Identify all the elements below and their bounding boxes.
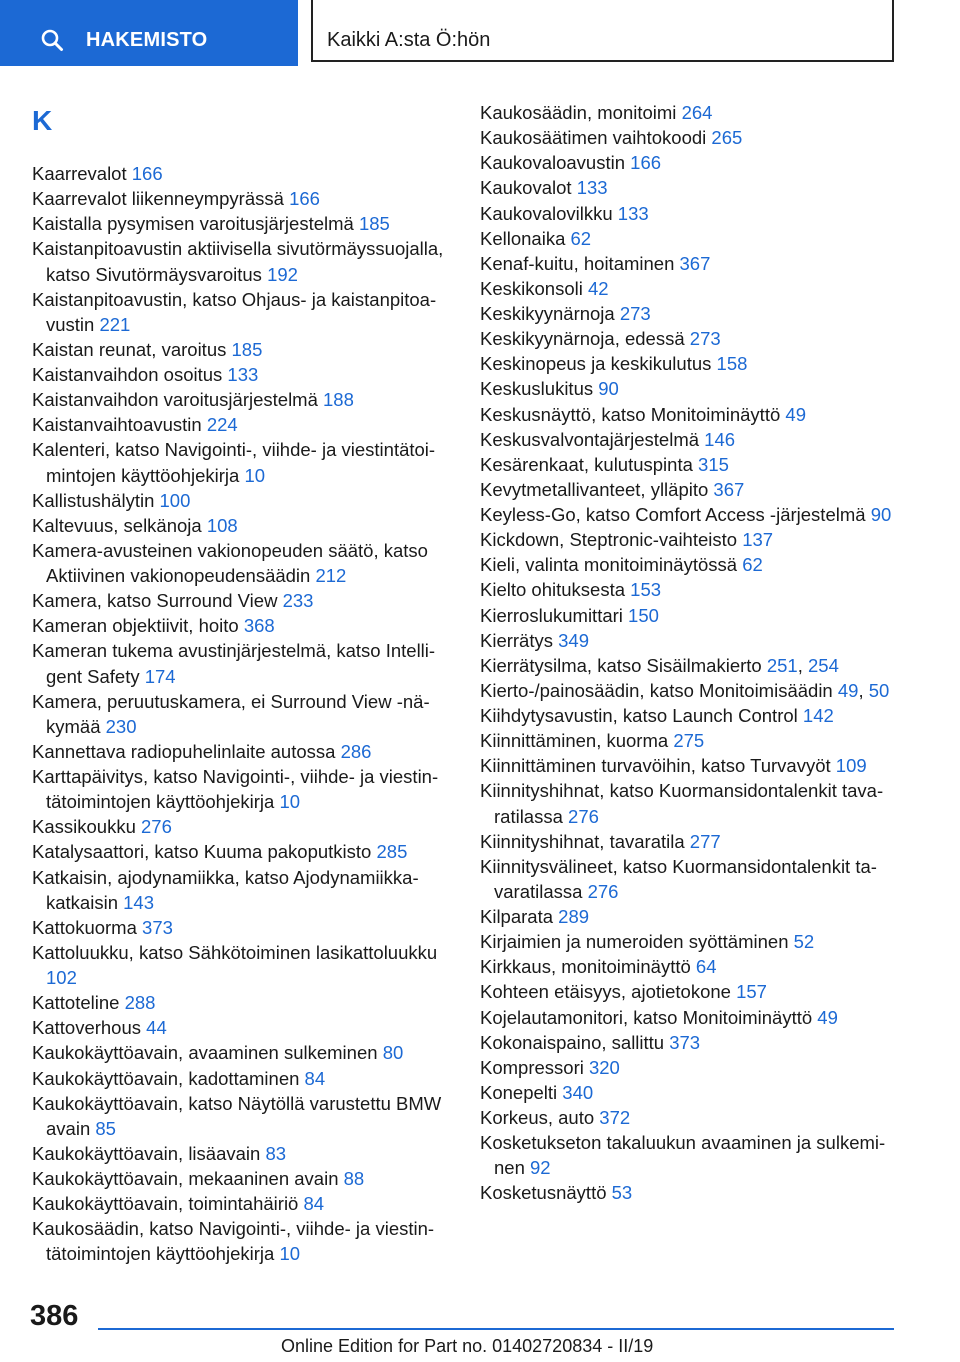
page-link[interactable]: 174: [144, 665, 176, 687]
page-link[interactable]: 88: [343, 1168, 365, 1189]
index-term: Kaukovalot: [480, 177, 572, 199]
index-entry: [480, 125, 900, 150]
index-entry: [32, 362, 452, 387]
index-term: Keskuslukitus: [480, 378, 594, 400]
index-term: Kannettava radiopuhelinlaite autossa: [32, 740, 336, 762]
index-term: Kaukokäyttöavain, avaaminen sulkeminen: [32, 1042, 378, 1064]
index-term: Kirjaimien ja numeroiden syöttäminen: [480, 931, 789, 953]
index-term: Kaistan reunat, varoitus: [32, 338, 227, 360]
index-term: Keskinopeus ja keskikulutus: [480, 353, 712, 375]
index-entry: [32, 1216, 452, 1266]
index-entry: [32, 161, 452, 186]
index-entry: [480, 175, 900, 200]
index-entry: [480, 753, 900, 778]
index-tab-label: HAKEMISTO: [86, 29, 208, 51]
index-entry: [32, 387, 452, 412]
index-entry: [32, 689, 452, 739]
index-entry: [32, 990, 452, 1015]
index-term: Kaukokäyttöavain, lisäavain: [32, 1142, 261, 1164]
index-entry: [32, 638, 452, 688]
index-entry: [480, 1080, 900, 1105]
index-term: Kiinnityshihnat, katso Kuormansidontalenkit tavaratilassa: [480, 780, 884, 827]
index-entry: [480, 452, 900, 477]
index-term: Kiihdytysavustin, katso Launch Control: [480, 705, 798, 726]
index-entry: [480, 728, 900, 753]
page-link[interactable]: 150: [628, 604, 659, 626]
page-link[interactable]: 92: [530, 1157, 551, 1179]
index-term: Kassikoukku: [32, 816, 136, 838]
index-term: Kameran tukema avustinjärjestelmä, katso Intelligent Safety: [32, 640, 436, 687]
index-term: Kellonaika: [480, 227, 566, 249]
page-link[interactable]: 52: [793, 931, 815, 953]
index-term: Keskusvalvontajärjestelmä: [480, 428, 700, 450]
index-term: Kohteen etäisyys, ajotietokone: [480, 981, 731, 1003]
index-term: Kaukovalovilkku: [480, 202, 613, 224]
section-letter: K: [32, 105, 53, 136]
page-link[interactable]: 108: [206, 514, 238, 536]
page-link[interactable]: 49: [837, 679, 859, 701]
index-term: Kiinnitysvälineet, katso Kuormansidontalenkit tavaratilassa: [480, 855, 877, 902]
page-link[interactable]: 212: [315, 565, 347, 586]
index-term: Kielto ohituksesta: [480, 579, 626, 601]
index-term: Kaukosäädin, monitoimi: [480, 102, 677, 123]
index-entry: [32, 1066, 452, 1091]
page-link[interactable]: 349: [558, 629, 590, 651]
index-entry: [480, 527, 900, 552]
index-term: Kiinnittäminen turvavöihin, katso Turvavyöt: [480, 755, 831, 777]
page-link[interactable]: 320: [588, 1056, 620, 1078]
page-link[interactable]: 64: [695, 956, 717, 978]
index-term: Kierto-/painosäädin, katso Monitoimisäädin: [480, 679, 833, 701]
index-term: Kierrätysilma, katso Sisäilmakierto: [480, 654, 762, 676]
index-term: Kieli, valinta monitoiminäytössä: [480, 554, 738, 576]
index-entry: [480, 628, 900, 653]
index-entry: [480, 854, 900, 904]
index-term: Kamera, peruutuskamera, ei Surround View -näkymää: [32, 690, 430, 737]
index-term: Kaukokäyttöavain, mekaaninen avain: [32, 1168, 339, 1189]
index-term: Kiinnityshihnat, tavaratila: [480, 830, 685, 852]
index-entry: [32, 588, 452, 613]
breadcrumb[interactable]: [311, 0, 894, 62]
index-entry: [32, 839, 452, 864]
page-link[interactable]: 50: [868, 679, 890, 701]
index-entry: [480, 552, 900, 577]
page-link[interactable]: 315: [698, 453, 729, 475]
index-term: Kojelautamonitori, katso Monitoiminäyttö: [480, 1006, 813, 1028]
index-entry: [480, 251, 900, 276]
index-entry: [32, 1091, 452, 1141]
index-tab[interactable]: [0, 0, 298, 66]
page-link[interactable]: 143: [123, 891, 154, 913]
page-link[interactable]: 373: [142, 916, 173, 938]
page-link[interactable]: 273: [689, 328, 721, 350]
page-link[interactable]: 166: [630, 152, 662, 174]
page-link[interactable]: 367: [679, 252, 711, 274]
index-entry: [480, 954, 900, 979]
index-entry: Kierto-/painosäädin, katso Monitoimisäädin 49, 50: [480, 679, 890, 701]
page-link[interactable]: 10: [279, 1243, 301, 1265]
page-link[interactable]: 285: [376, 841, 408, 863]
index-term: Kalenteri, katso Navigointi-, viihde- ja viestintätoimintojen käyttöohjekirja: [32, 439, 436, 486]
index-entry: [480, 778, 900, 828]
page-link[interactable]: 133: [576, 177, 608, 199]
page-link[interactable]: 185: [358, 213, 390, 235]
page-link[interactable]: 102: [46, 967, 77, 988]
index-term: Kokonaispaino, sallittu: [480, 1031, 665, 1053]
index-term: Kickdown, Steptronic-vaihteisto: [480, 529, 738, 551]
index-entry: [480, 1030, 900, 1055]
index-term: Kiinnittäminen, kuorma: [480, 730, 669, 752]
index-term: Keskusnäyttö, katso Monitoiminäyttö: [480, 403, 781, 425]
page-link[interactable]: 233: [282, 590, 314, 612]
page-link[interactable]: 185: [231, 338, 263, 360]
page-link[interactable]: 368: [243, 615, 275, 637]
page-link[interactable]: 146: [704, 428, 736, 450]
page-link[interactable]: 90: [598, 378, 619, 400]
page-link[interactable]: 286: [340, 740, 372, 762]
page-link[interactable]: 276: [141, 816, 172, 838]
page-link[interactable]: 372: [599, 1107, 631, 1128]
page-link[interactable]: 275: [673, 730, 705, 752]
page-link[interactable]: 277: [689, 830, 721, 852]
index-entry: [480, 100, 900, 125]
index-term: Kamera-avusteinen vakionopeuden säätö, katso Aktiivinen vakionopeudensäädin: [32, 539, 428, 586]
footer-divider: [98, 1328, 894, 1330]
search-icon: [40, 28, 64, 52]
index-entry: [32, 211, 452, 236]
page-link[interactable]: 62: [570, 227, 592, 249]
index-term: Kattoteline: [32, 992, 120, 1014]
index-entry: [32, 915, 452, 940]
index-term: Kirkkaus, monitoiminäyttö: [480, 956, 691, 978]
index-term: Kaukokäyttöavain, kadottaminen: [32, 1067, 300, 1089]
index-term: Kallistushälytin: [32, 489, 155, 511]
index-entry: [480, 1005, 900, 1030]
page-link[interactable]: 192: [267, 263, 298, 285]
index-term: Konepelti: [480, 1081, 558, 1103]
index-entry: [32, 1191, 452, 1216]
breadcrumb-label: Kaikki A:sta Ö:hön: [327, 29, 491, 51]
index-entry: [480, 1130, 900, 1180]
index-entry: [32, 412, 452, 437]
index-term: Kaukosäätimen vaihtokoodi: [480, 127, 707, 149]
page-link[interactable]: 367: [713, 478, 745, 500]
index-entry: Kierrätysilma, katso Sisäilmakierto 251, 254: [480, 654, 839, 676]
page-link[interactable]: 100: [159, 489, 191, 511]
index-term: Kaistanpitoavustin aktiivisella sivutörmäyssuojalla, katso Sivutörmäysvaroitus: [32, 238, 444, 285]
index-term: Keskikyynärnoja: [480, 303, 615, 324]
page-link[interactable]: 80: [382, 1042, 404, 1064]
page-link[interactable]: 224: [206, 414, 238, 436]
index-term: Kaarrevalot liikenneympyrässä: [32, 188, 284, 210]
page-link[interactable]: 62: [742, 554, 763, 576]
index-entry: [480, 979, 900, 1004]
index-term: Keskikonsoli: [480, 277, 583, 299]
index-entry: [480, 326, 900, 351]
page-link[interactable]: 254: [808, 654, 839, 676]
page-link[interactable]: 85: [95, 1117, 116, 1139]
index-term: Kilparata: [480, 906, 554, 927]
page-link[interactable]: 289: [558, 906, 590, 927]
page-link[interactable]: 83: [265, 1142, 287, 1164]
index-entry: [32, 613, 452, 638]
index-entry: [32, 739, 452, 764]
index-term: Karttapäivitys, katso Navigointi-, viihde- ja viestintätoimintojen käyttöohjekirja: [32, 766, 439, 813]
index-entry: [32, 538, 452, 588]
page-link[interactable]: 273: [619, 303, 651, 324]
page-link[interactable]: 251: [766, 654, 798, 676]
index-entry: [32, 186, 452, 211]
index-entry: [480, 603, 900, 628]
index-term: Kaarrevalot: [32, 163, 127, 184]
page-link[interactable]: 166: [131, 163, 163, 184]
page-link[interactable]: 44: [146, 1017, 167, 1039]
index-term: Katalysaattori, katso Kuuma pakoputkisto: [32, 841, 372, 863]
index-entry: [480, 402, 900, 427]
index-term: Kompressori: [480, 1056, 584, 1078]
index-term: Kattoverhous: [32, 1017, 142, 1039]
page-number: 386: [30, 1300, 79, 1332]
index-entry: [32, 940, 452, 990]
index-term: Kevytmetallivanteet, ylläpito: [480, 478, 709, 500]
page-link[interactable]: 142: [802, 705, 834, 726]
footer-edition-text: Online Edition for Part no. 01402720834 - II/19: [281, 1336, 654, 1356]
page-link[interactable]: 53: [611, 1182, 633, 1204]
index-entry: [480, 150, 900, 175]
index-entry: [480, 502, 900, 527]
page-link[interactable]: 158: [716, 353, 748, 375]
page-link[interactable]: 265: [711, 127, 743, 149]
index-entry: [32, 1040, 452, 1065]
index-term: Kierrätys: [480, 629, 553, 651]
index-entry: [32, 1166, 452, 1191]
index-entry: [480, 1180, 900, 1205]
index-term: Kaukosäädin, katso Navigointi-, viihde- ja viestintätoimintojen käyttöohjekirja: [32, 1218, 435, 1265]
index-entry: [32, 488, 452, 513]
page-link[interactable]: 373: [669, 1031, 701, 1053]
index-term: Kierroslukumittari: [480, 604, 623, 626]
index-term: Korkeus, auto: [480, 1107, 595, 1128]
index-entry: [32, 337, 452, 362]
index-entry: [32, 1141, 452, 1166]
page-link[interactable]: 137: [742, 529, 774, 551]
page-link[interactable]: 153: [630, 579, 662, 601]
index-term: Keskikyynärnoja, edessä: [480, 328, 685, 350]
index-term: Kaltevuus, selkänoja: [32, 514, 202, 536]
index-term: Kenaf-kuitu, hoitaminen: [480, 252, 675, 274]
index-term: Kameran objektiivit, hoito: [32, 615, 239, 637]
index-term: Kaukokäyttöavain, katso Näytöllä varustettu BMW avain: [32, 1092, 442, 1139]
page-link[interactable]: 10: [244, 464, 266, 486]
index-term: Kesärenkaat, kulutuspinta: [480, 453, 693, 475]
page-link[interactable]: 109: [835, 755, 867, 777]
index-entry: [32, 513, 452, 538]
index-entry: [480, 829, 900, 854]
index-entry: [32, 814, 452, 839]
page-header: [0, 0, 960, 66]
page-link[interactable]: 288: [124, 992, 156, 1014]
page-link[interactable]: 10: [279, 791, 301, 813]
page-link[interactable]: 188: [323, 389, 354, 411]
index-entry: [32, 236, 452, 286]
index-entry: [32, 764, 452, 814]
page-link[interactable]: 230: [105, 715, 137, 737]
index-term: Kaukokäyttöavain, toimintahäiriö: [32, 1193, 299, 1215]
index-term: Katkaisin, ajodynamiikka, katso Ajodynamiikkakatkaisin: [32, 866, 419, 913]
index-term: Kaistanvaihtoavustin: [32, 414, 202, 436]
page-link[interactable]: 276: [568, 805, 599, 827]
page-link[interactable]: 221: [99, 313, 131, 335]
page-link[interactable]: 49: [817, 1006, 838, 1028]
index-entry: [32, 287, 452, 337]
index-entry: [480, 477, 900, 502]
index-column-right: [480, 100, 900, 1206]
index-column-left: [32, 100, 452, 1267]
index-term: Kaistanvaihdon varoitusjärjestelmä: [32, 389, 318, 411]
page-link[interactable]: 276: [587, 880, 619, 902]
index-entry: [480, 201, 900, 226]
index-term: Kosketusnäyttö: [480, 1182, 607, 1204]
index-term: Kosketukseton takaluukun avaaminen ja sulkeminen: [480, 1132, 886, 1179]
index-term: Kattoluukku, katso Sähkötoiminen lasikattoluukku: [32, 941, 438, 963]
index-term: Kaistanpitoavustin, katso Ohjaus- ja kaistanpitoavustin: [32, 288, 437, 335]
page-link[interactable]: 84: [303, 1193, 325, 1215]
index-entry: [480, 276, 900, 301]
index-term: Kaistalla pysymisen varoitusjärjestelmä: [32, 213, 354, 235]
page-link[interactable]: 264: [681, 102, 713, 123]
page-link[interactable]: 340: [562, 1081, 594, 1103]
index-entry: [480, 226, 900, 251]
index-entry: [480, 703, 900, 728]
index-entry: [480, 301, 900, 326]
index-entry: [32, 865, 452, 915]
index-entry: [32, 437, 452, 487]
index-term: Keyless-Go, katso Comfort Access -järjestelmä: [480, 504, 866, 525]
index-entry: [32, 1015, 452, 1040]
page-link[interactable]: 133: [227, 364, 259, 385]
page-link[interactable]: 133: [617, 202, 649, 224]
page-link[interactable]: 84: [304, 1067, 326, 1089]
index-term: Kamera, katso Surround View: [32, 590, 278, 612]
index-entry: [480, 929, 900, 954]
index-entry: [480, 1055, 900, 1080]
index-term: Kaukovaloavustin: [480, 152, 626, 174]
index-entry: [480, 427, 900, 452]
index-entry: [480, 351, 900, 376]
index-entry: [480, 1105, 900, 1130]
page-link[interactable]: 157: [736, 981, 767, 1003]
index-term: Kaistanvaihdon osoitus: [32, 364, 223, 385]
page-link[interactable]: 90: [870, 504, 892, 525]
page-link[interactable]: 42: [587, 277, 609, 299]
page-link[interactable]: 166: [289, 188, 320, 210]
page-link[interactable]: 49: [785, 403, 806, 425]
index-entry: [480, 577, 900, 602]
index-term: Kattokuorma: [32, 916, 137, 938]
index-entry: [480, 376, 900, 401]
index-entry: [480, 904, 900, 929]
